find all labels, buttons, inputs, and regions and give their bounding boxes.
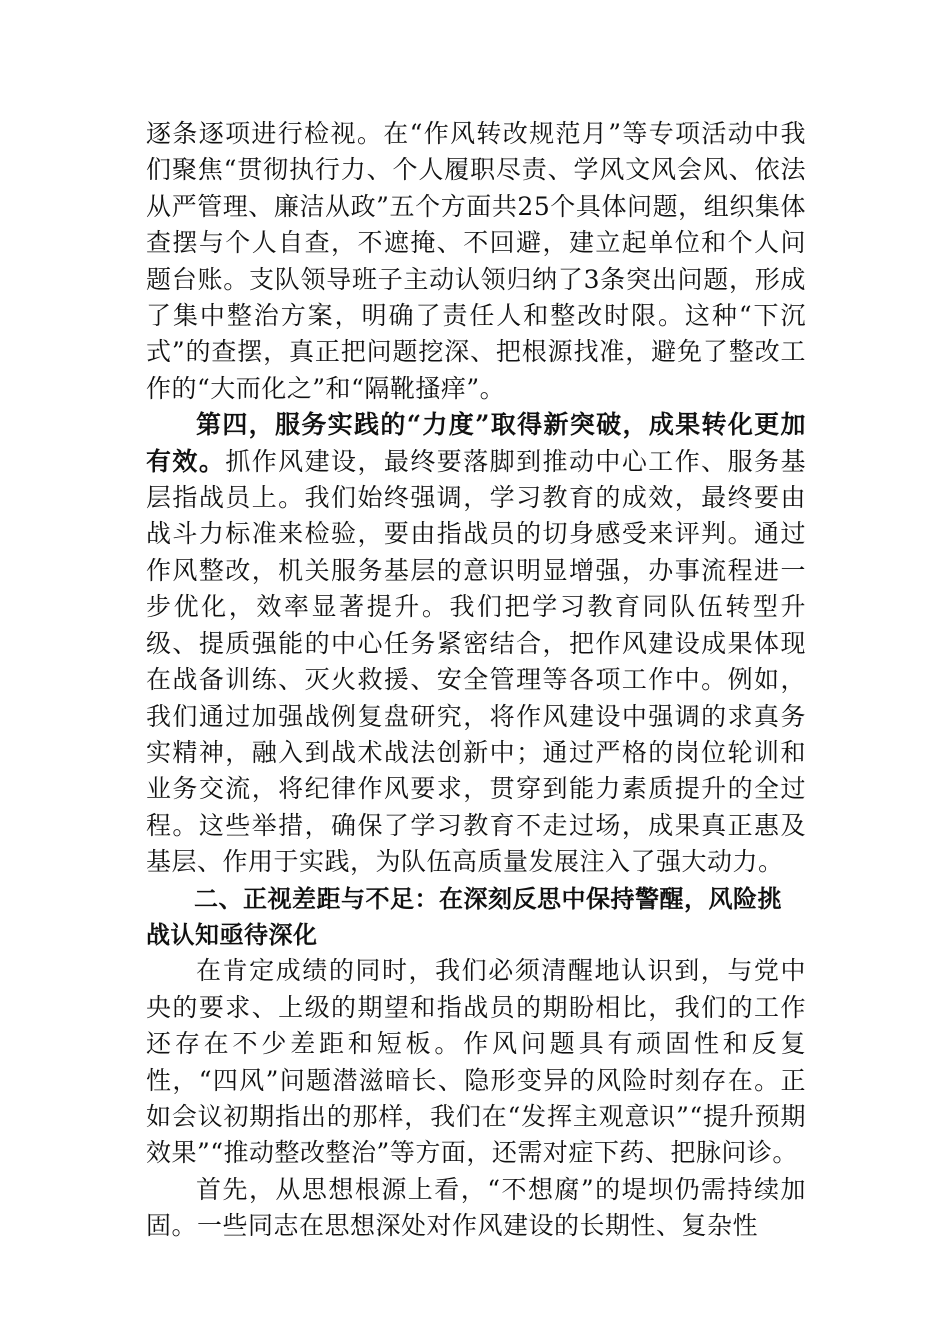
paragraph-fourth-point [146, 407, 806, 880]
section-heading-two: 二、正视差距与不足：在深刻反思中保持警醒，风险挑战认知亟待深化 [146, 884, 782, 949]
document-body [146, 116, 806, 1245]
paragraph-shortcomings: 在肯定成绩的同时，我们必须清醒地认识到，与党中央的要求、上级的期望和指战员的期盼相比，我们的工作还存在不少差距和短板。作风问题具有顽固性和反复性，“四风”问题潜滋暗长、隐形变异的风险时刻存在。正如会议初期指出的那样，我们在“发挥主观意识”“提升预期效果”“推动整改整治”等方面，还需对症下药、把脉问诊。 [146, 956, 806, 1168]
paragraph-continued: 逐条逐项进行检视。在“作风转改规范月”等专项活动中我们聚焦“贯彻执行力、个人履职尽责、学风文风会风、依法从严管理、廉洁从政”五个方面共25个具体问题，组织集体查摆与个人自查，不遮掩、不回避，建立起单位和个人问题台账。支队领导班子主动认领归纳了3条突出问题，形成了集中整治方案，明确了责任人和整改时限。这种“下沉式”的查摆，真正把问题挖深、把根源找准，避免了整改工作的“大而化之”和“隔靴搔痒”。 [146, 119, 806, 403]
fourth-point-lead: 第四，服务实践的“力度”取得新突破，成果转化更加有效。 [146, 410, 806, 476]
fourth-point-body: 抓作风建设，最终要落脚到推动中心工作、服务基层指战员上。我们始终强调，学习教育的成效，最终要由战斗力标准来检验，要由指战员的切身感受来评判。通过作风整改，机关服务基层的意识明显增强，办事流程进一步优化，效率显著提升。我们把学习教育同队伍转型升级、提质强能的中心任务紧密结合，把作风建设成果体现在战备训练、灭火救援、安全管理等各项工作中。例如，我们通过加强战例复盘研究，将作风建设中强调的求真务实精神，融入到战术战法创新中；通过严格的岗位轮训和业务交流，将纪律作风要求，贯穿到能力素质提升的全过程。这些举措，确保了学习教育不走过场，成果真正惠及基层、作用于实践，为队伍高质量发展注入了强大动力。 [146, 446, 806, 877]
paragraph-first-ideology: 首先，从思想根源上看，“不想腐”的堤坝仍需持续加固。一些同志在思想深处对作风建设的长期性、复杂性 [146, 1174, 806, 1241]
